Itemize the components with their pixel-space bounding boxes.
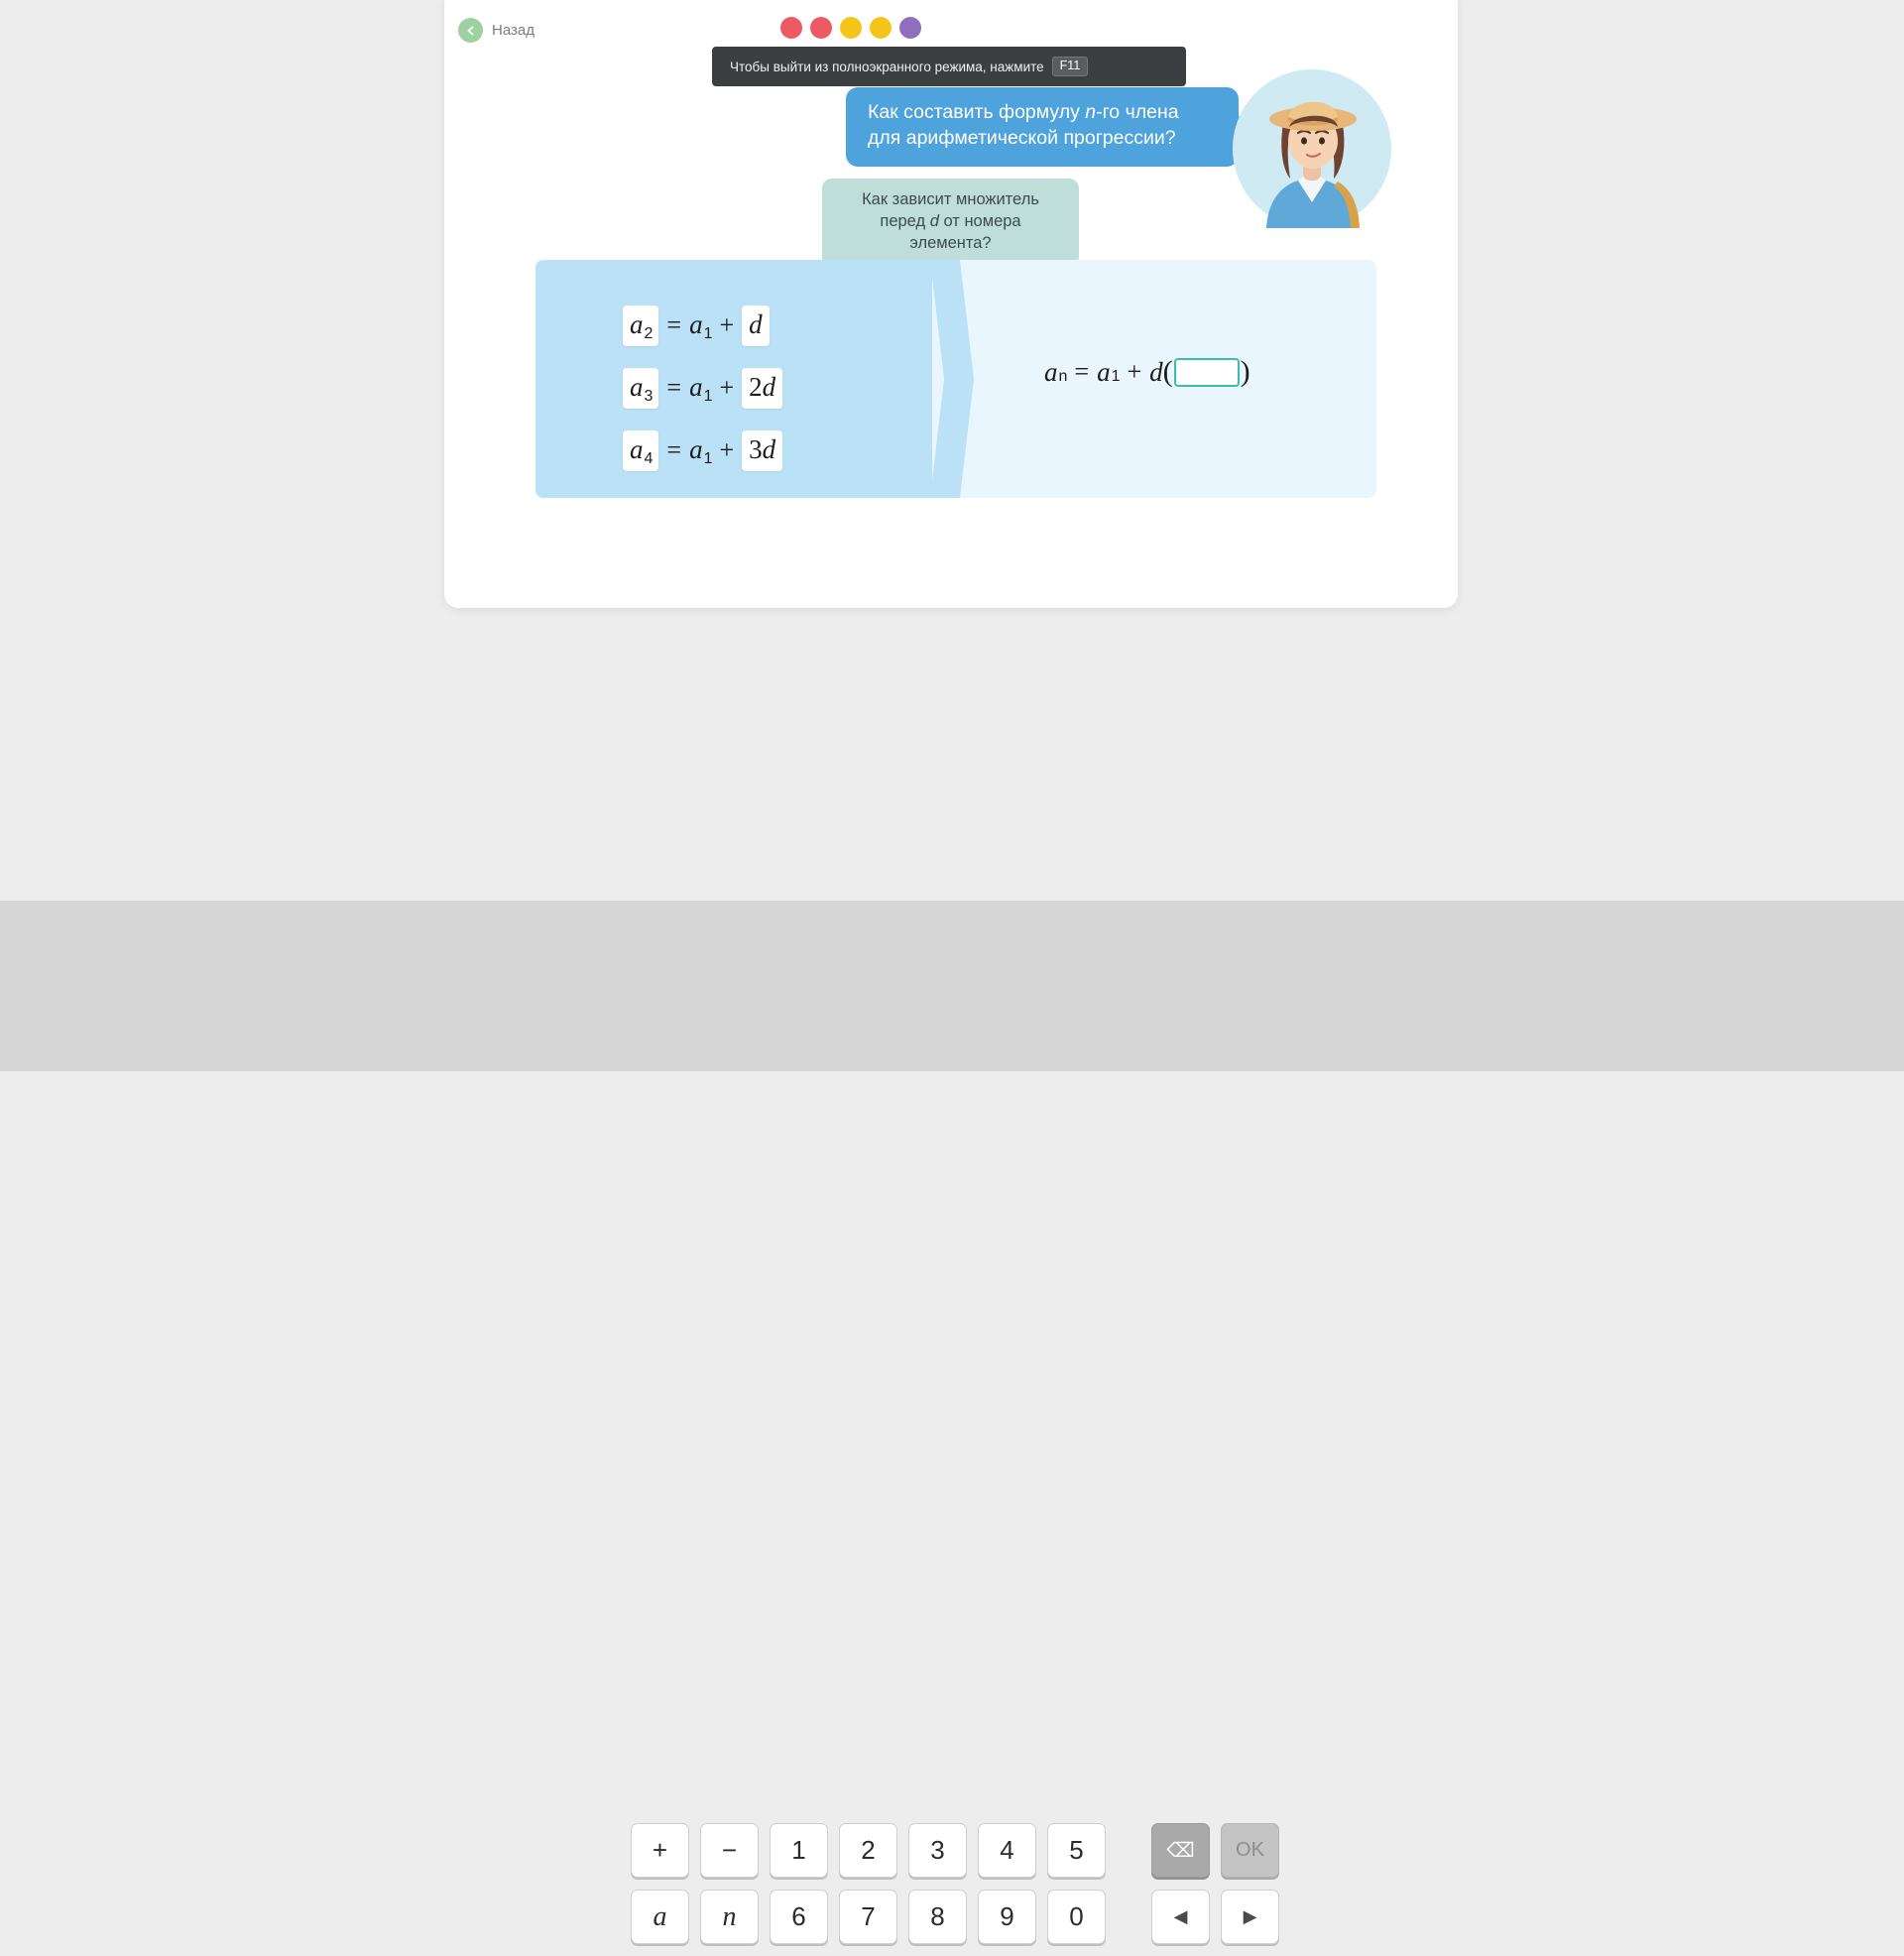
question-line-2: для арифметической прогрессии? bbox=[868, 126, 1176, 149]
formula-row bbox=[623, 368, 782, 409]
formula-examples bbox=[536, 260, 932, 498]
plus-sign: + bbox=[719, 373, 735, 402]
question-line-1b: -го члена bbox=[1096, 101, 1179, 123]
formula-row bbox=[623, 306, 770, 346]
answer-lhs-sub: n bbox=[1058, 368, 1068, 385]
lhs-sub: 3 bbox=[644, 388, 654, 405]
question-line-1-italic: n bbox=[1085, 101, 1097, 123]
d-var: d bbox=[749, 309, 763, 339]
progress-dot-2[interactable] bbox=[810, 17, 832, 39]
question-line-1a: Как составить формулу bbox=[868, 101, 1086, 123]
d-var: d bbox=[762, 434, 776, 464]
fullscreen-hint-text: Чтобы выйти из полноэкранного режима, нажмите bbox=[730, 59, 1044, 74]
formula-tile-lhs[interactable] bbox=[623, 430, 658, 471]
keypad-spacer bbox=[1117, 1823, 1140, 1876]
answer-open-paren: ( bbox=[1162, 355, 1173, 388]
key-7[interactable]: 7 bbox=[839, 1890, 897, 1944]
student-avatar bbox=[1233, 69, 1391, 228]
key-0[interactable]: 0 bbox=[1047, 1890, 1106, 1944]
formula-tile-lhs[interactable] bbox=[623, 306, 658, 346]
formula-tile-lhs[interactable] bbox=[623, 368, 658, 409]
key-plus[interactable]: + bbox=[631, 1823, 689, 1878]
key-a[interactable]: a bbox=[631, 1890, 689, 1944]
hint-line-2b: от номера элемента? bbox=[909, 211, 1021, 252]
keypad bbox=[631, 1823, 1279, 1956]
rhs-sub: 1 bbox=[703, 388, 713, 405]
coefficient: 2 bbox=[749, 372, 763, 402]
key-4[interactable]: 4 bbox=[978, 1823, 1036, 1878]
lhs-var: a bbox=[630, 372, 644, 402]
key-1[interactable]: 1 bbox=[770, 1823, 828, 1878]
caret-left-key[interactable]: ◀ bbox=[1151, 1890, 1210, 1944]
backspace-key[interactable]: ⌫ bbox=[1151, 1823, 1210, 1878]
keypad-bar bbox=[0, 901, 1904, 1932]
key-n[interactable]: n bbox=[700, 1890, 759, 1944]
plus-sign: + bbox=[719, 310, 735, 339]
hint-line-2a: перед bbox=[880, 211, 930, 230]
lhs-var: a bbox=[630, 434, 644, 464]
lhs-var: a bbox=[630, 309, 644, 339]
panel-arrow-divider bbox=[930, 260, 974, 498]
formula-tile-coef-d[interactable] bbox=[742, 368, 782, 409]
hint-line-2-italic: d bbox=[929, 211, 939, 230]
caret-right-key[interactable]: ▶ bbox=[1221, 1890, 1279, 1944]
ok-key[interactable]: OK bbox=[1221, 1823, 1279, 1878]
progress-dot-1[interactable] bbox=[780, 17, 802, 39]
answer-equals-sign: = bbox=[1074, 357, 1090, 386]
answer-d-var: d bbox=[1149, 356, 1163, 387]
answer-input[interactable] bbox=[1174, 358, 1240, 387]
equals-sign: = bbox=[666, 435, 682, 464]
answer-rhs-var: a bbox=[1097, 356, 1111, 387]
rhs-var: a bbox=[689, 309, 703, 339]
equals-sign: = bbox=[666, 373, 682, 402]
fullscreen-hint-toast bbox=[712, 47, 1186, 86]
back-button-label: Назад bbox=[492, 22, 535, 39]
key-8[interactable]: 8 bbox=[908, 1890, 967, 1944]
lhs-sub: 4 bbox=[644, 450, 654, 467]
progress-dot-5[interactable] bbox=[899, 17, 921, 39]
lhs-sub: 2 bbox=[644, 325, 654, 342]
answer-lhs-var: a bbox=[1044, 356, 1058, 387]
key-5[interactable]: 5 bbox=[1047, 1823, 1106, 1878]
key-3[interactable]: 3 bbox=[908, 1823, 967, 1878]
keypad-row-2 bbox=[631, 1890, 1279, 1944]
plus-sign: + bbox=[719, 435, 735, 464]
hint-line-1: Как зависит множитель bbox=[862, 190, 1039, 208]
formula-row bbox=[623, 430, 782, 471]
answer-formula bbox=[1044, 355, 1250, 389]
progress-dot-4[interactable] bbox=[870, 17, 892, 39]
progress-dot-3[interactable] bbox=[840, 17, 862, 39]
equals-sign: = bbox=[666, 310, 682, 339]
rhs-var: a bbox=[689, 434, 703, 464]
formula-tile-coef-d[interactable] bbox=[742, 306, 770, 346]
rhs-sub: 1 bbox=[703, 450, 713, 467]
d-var: d bbox=[762, 372, 776, 402]
formula-panel bbox=[536, 260, 1376, 498]
question-bubble bbox=[846, 87, 1239, 167]
key-2[interactable]: 2 bbox=[839, 1823, 897, 1878]
key-9[interactable]: 9 bbox=[978, 1890, 1036, 1944]
chevron-left-icon bbox=[458, 18, 483, 43]
rhs-var: a bbox=[689, 372, 703, 402]
coefficient: 3 bbox=[749, 434, 763, 464]
formula-tile-coef-d[interactable] bbox=[742, 430, 782, 471]
answer-plus-sign: + bbox=[1127, 357, 1142, 386]
keypad-spacer bbox=[1117, 1890, 1140, 1942]
answer-rhs-sub: 1 bbox=[1111, 368, 1121, 385]
answer-close-paren: ) bbox=[1240, 355, 1250, 388]
key-6[interactable]: 6 bbox=[770, 1890, 828, 1944]
fullscreen-hint-key: F11 bbox=[1052, 57, 1089, 76]
keypad-row-1 bbox=[631, 1823, 1279, 1878]
key-minus[interactable]: − bbox=[700, 1823, 759, 1878]
progress-dots bbox=[780, 17, 921, 39]
back-button[interactable] bbox=[458, 18, 535, 43]
hint-bubble bbox=[822, 179, 1079, 267]
rhs-sub: 1 bbox=[703, 325, 713, 342]
